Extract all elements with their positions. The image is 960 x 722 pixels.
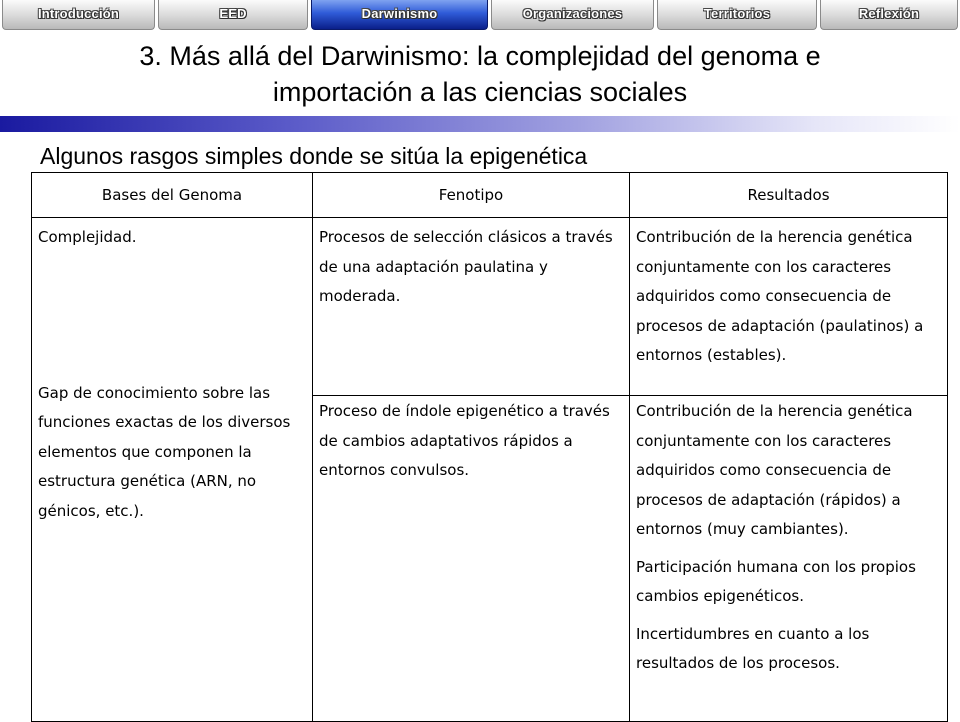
cell-resultados xyxy=(630,218,948,396)
tab-reflexion[interactable]: Reflexión xyxy=(820,0,958,30)
cell-fenotipo xyxy=(313,396,630,722)
slide-title-line-2: importación a las ciencias sociales xyxy=(272,77,688,107)
header-bases-genoma: Bases del Genoma xyxy=(32,173,313,218)
tab-eed[interactable]: EED xyxy=(158,0,308,30)
top-navigation xyxy=(0,0,960,32)
cell-fenotipo xyxy=(313,218,630,396)
tab-territorios[interactable]: Territorios xyxy=(657,0,817,30)
slide-title xyxy=(20,38,940,110)
text-resultado: Contribución de la herencia genética conjuntamente con los caracteres adquiridos como consecuencia de procesos de adaptación (rápidos) a entornos (muy cambiantes). xyxy=(636,402,913,538)
text-resultado: Contribución de la herencia genética conjuntamente con los caracteres adquiridos como consecuencia de procesos de adaptación (paulatinos) a entornos (estables). xyxy=(636,228,924,364)
genome-table xyxy=(31,172,948,722)
section-subtitle: Algunos rasgos simples donde se sitúa la epigenética xyxy=(40,143,588,169)
text-fenotipo: Procesos de selección clásicos a través de una adaptación paulatina y moderada. xyxy=(319,228,613,305)
header-fenotipo: Fenotipo xyxy=(313,173,630,218)
header-resultados: Resultados xyxy=(630,173,948,218)
text-gap-conocimiento: Gap de conocimiento sobre las funciones exactas de los diversos elementos que componen la estructura genética (ARN, no génicos, etc.). xyxy=(38,383,291,520)
text-fenotipo: Proceso de índole epigenético a través de cambios adaptativos rápidos a entornos convulsos. xyxy=(319,402,610,479)
tab-darwinismo[interactable]: Darwinismo xyxy=(311,0,488,30)
cell-resultados xyxy=(630,396,948,722)
title-gradient-bar xyxy=(0,116,960,132)
tab-introduccion[interactable]: Introducción xyxy=(2,0,155,30)
table-row xyxy=(32,218,948,396)
text-resultado: Participación humana con los propios cambios epigenéticos. xyxy=(636,557,916,605)
text-resultado: Incertidumbres en cuanto a los resultados de los procesos. xyxy=(636,624,870,672)
cell-bases-genoma xyxy=(32,218,313,722)
table-header-row xyxy=(32,173,948,218)
text-complejidad: Complejidad. xyxy=(38,228,137,246)
slide-title-line-1: 3. Más allá del Darwinismo: la complejidad del genoma e xyxy=(139,41,821,71)
tab-organizaciones[interactable]: Organizaciones xyxy=(491,0,654,30)
